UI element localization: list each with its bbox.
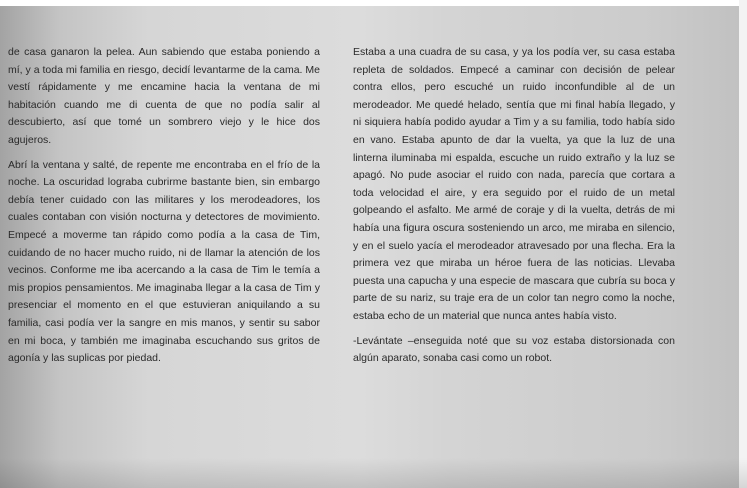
left-text-column bbox=[8, 44, 320, 375]
right-text-column bbox=[353, 44, 675, 375]
right-paragraph-1: Estaba a una cuadra de su casa, y ya los podía ver, su casa estaba repleta de soldados. Empecé a caminar con decisión de pelear contra ellos, pero escuché un ruido inconfundible al de un merodeador. Me quedé helado, sentía que mi final había llegado, y ni siquiera había podido ayudar a Tim y a su familia, todo había sido en vano. Estaba apunto de dar la vuelta, ya que la luz de una linterna iluminaba mi espalda, escuche un ruido extraño y la luz se apagó. No pude asociar el ruido con nada, parecía que cortara a toda velocidad el aire, y era seguido por el ruido de un metal golpeando el asfalto. Me armé de coraje y di la vuelta, detrás de mi había una figura oscura sosteniendo un arco, me miraba en silencio, y en el suelo yacía el merodeador atravesado por una flecha. Era la primera vez que miraba un héroe fuera de las noticias. Llevaba puesta una capucha y una especie de mascara que cubría su boca y parte de su nariz, su traje era de un color tan negro como la noche, estaba echo de un material que nunca antes había visto. bbox=[353, 46, 675, 322]
page-bottom-shadow bbox=[0, 458, 747, 488]
page-top-edge bbox=[0, 0, 747, 6]
right-paragraph-2: -Levántate –enseguida noté que su voz estaba distorsionada con algún aparato, sonaba casi como un robot. bbox=[353, 334, 675, 365]
page-right-edge bbox=[739, 0, 747, 488]
left-paragraph-2: Abrí la ventana y salté, de repente me encontraba en el frío de la noche. La oscuridad lograba cubrirme bastante bien, sin embargo debía tener cuidado con las militares y los merodeadores, los cuales contaban con visión nocturna y detectores de movimiento. Empecé a moverme tan rápido como podía a la casa de Tim, cuidando de no hacer mucho ruido, ni de llamar la atención de los vecinos. Conforme me iba acercando a la casa de Tim le temía a mis propios pensamientos. Me imaginaba llegar a la casa de Tim y presenciar el momento en el que estuvieran aniquilando a su familia, casi podía ver la sangre en mis manos, y sentir su sabor en mi boca, y también me imaginaba escuchando sus gritos de agonía y las suplicas por piedad. bbox=[8, 158, 320, 365]
left-paragraph-1: de casa ganaron la pelea. Aun sabiendo que estaba poniendo a mí, y a toda mi familia en riesgo, decidí levantarme de la cama. Me vestí rápidamente y me encamine hacia la ventana de mi habitación cuando me di cuenta de que no podía salir al descubierto, así que tomé un sombrero viejo y le hice dos agujeros. bbox=[8, 46, 320, 146]
